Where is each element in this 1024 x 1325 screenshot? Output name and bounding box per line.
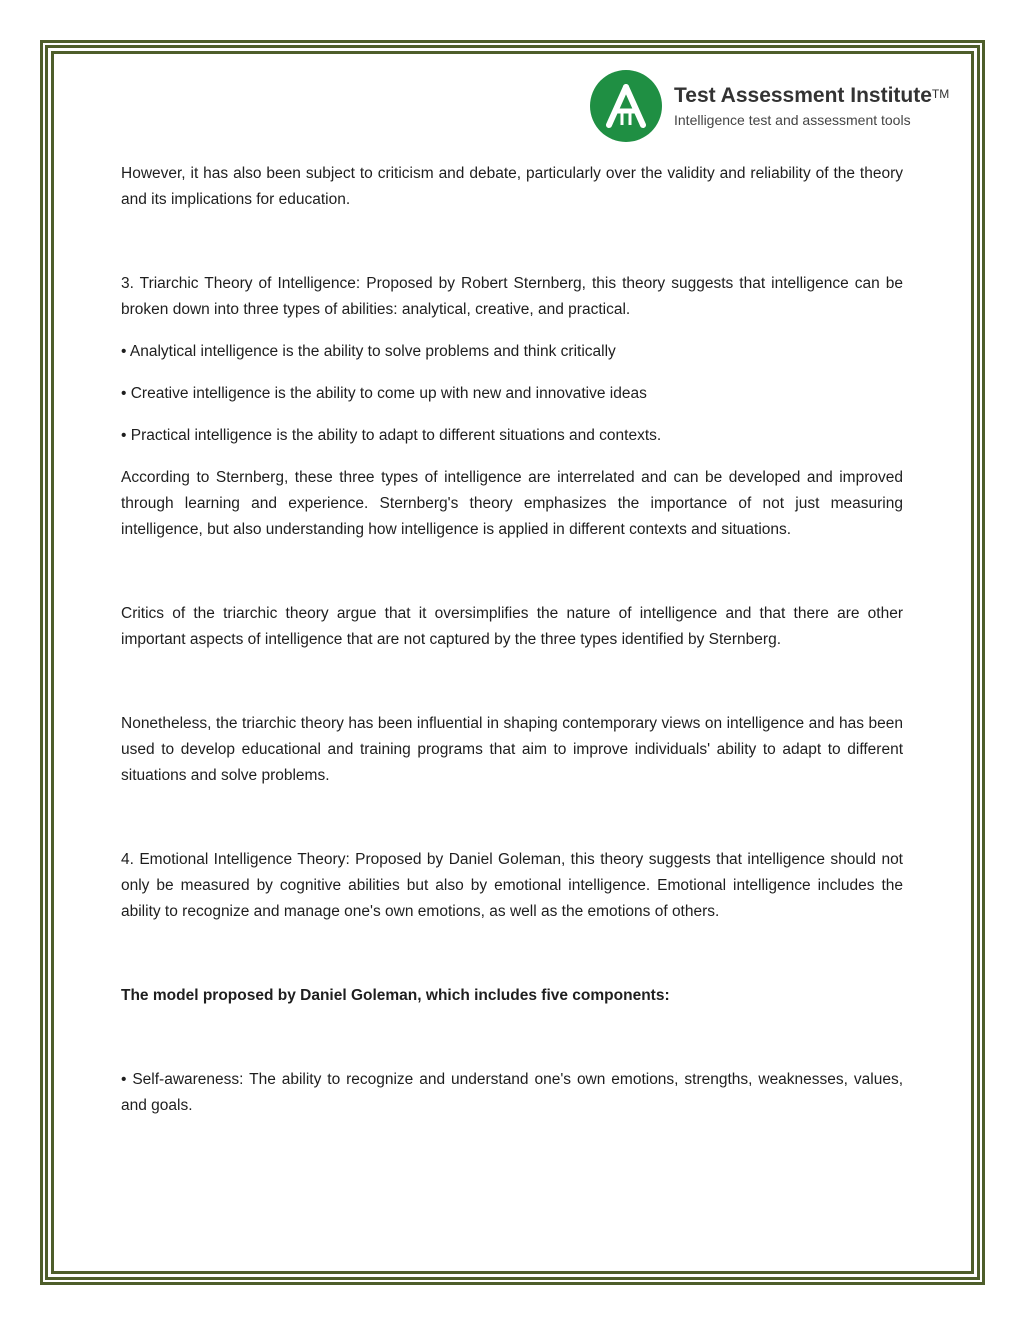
- paragraph-sternberg: According to Sternberg, these three types of intelligence are interrelated and can be developed and improved through learning and experience. Sternberg's theory emphasizes the importance of not just measuring intelligence, but also understanding how intelligence is applied in different contexts and situations.: [121, 469, 903, 538]
- document-body: [121, 161, 903, 1119]
- paragraph-triarchic-theory: 3. Triarchic Theory of Intelligence: Proposed by Robert Sternberg, this theory suggests that intelligence can be broken down into three types of abilities: analytical, creative, and practical.: [121, 275, 903, 318]
- stylized-letter-a-icon: [590, 70, 662, 142]
- paragraph-nonetheless: Nonetheless, the triarchic theory has been influential in shaping contemporary views on intelligence and has been used to develop educational and training programs that aim to improve individuals' ability to adapt to different situations and solve problems.: [121, 715, 903, 784]
- bullet-creative: • Creative intelligence is the ability to come up with new and innovative ideas: [121, 385, 647, 402]
- bullet-practical: • Practical intelligence is the ability to adapt to different situations and contexts.: [121, 427, 662, 444]
- logo-subtitle: Intelligence test and assessment tools: [674, 112, 911, 128]
- bullet-self-awareness: • Self-awareness: The ability to recognize and understand one's own emotions, strengths, weaknesses, values, and goals.: [121, 1071, 903, 1114]
- section-heading-goleman-model: The model proposed by Daniel Goleman, which includes five components:: [121, 987, 670, 1004]
- paragraph-criticism: However, it has also been subject to criticism and debate, particularly over the validity and reliability of the theory and its implications for education.: [121, 165, 903, 208]
- bullet-analytical: • Analytical intelligence is the ability to solve problems and think critically: [121, 343, 616, 360]
- paragraph-emotional-intelligence: 4. Emotional Intelligence Theory: Proposed by Daniel Goleman, this theory suggests that intelligence should not only be measured by cognitive abilities but also by emotional intelligence. Emotional intelligence includes the ability to recognize and manage one's own emotions, as well as the emotions of others.: [121, 851, 903, 920]
- logo-title: Test Assessment Institute™: [674, 84, 950, 107]
- paragraph-critics: Critics of the triarchic theory argue that it oversimplifies the nature of intelligence and that there are other important aspects of intelligence that are not captured by the three types identified by Sternberg.: [121, 605, 903, 648]
- trademark-mark: TM: [931, 87, 950, 101]
- brand-logo: [590, 70, 970, 142]
